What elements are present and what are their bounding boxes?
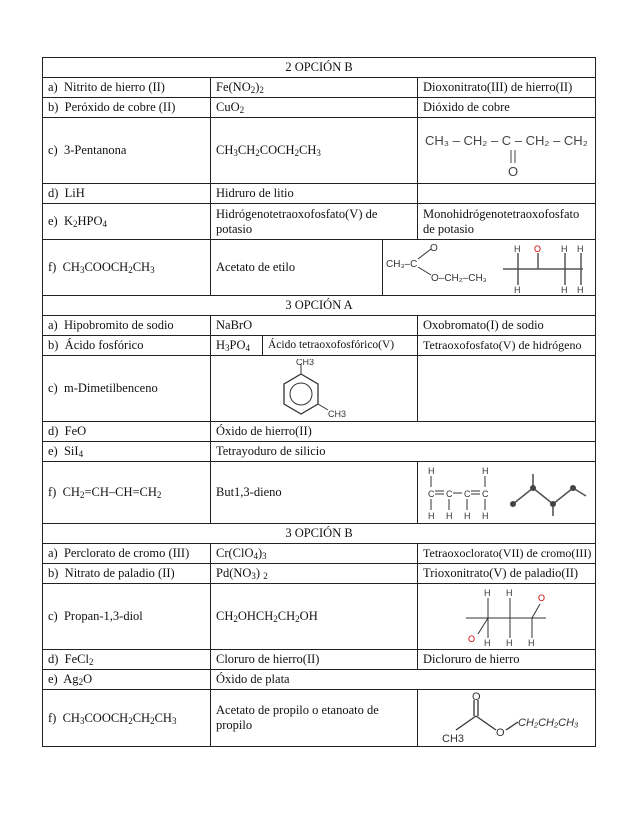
iupac-cell: Ácido tetraoxofosfórico(V) (263, 336, 418, 356)
svg-text:H: H (482, 465, 489, 476)
iupac-cell: Trioxonitrato(V) de paladio(II) (418, 564, 596, 584)
formula-cell: But1,3-dieno (211, 462, 418, 524)
name-cell: f) $CH_3COOCH_2CH_2CH_3$ (43, 690, 211, 747)
svg-text:CH₃–C: CH₃–C (386, 258, 418, 270)
formula-cell: $H_3PO_4$ (211, 336, 263, 356)
formula-cell: NaBrO (211, 316, 418, 336)
svg-text:O: O (534, 243, 542, 254)
formula-cell: Acetato de etilo (211, 240, 383, 296)
svg-text:H: H (428, 510, 435, 521)
formula-cell: Tetrayoduro de silicio (211, 442, 596, 462)
svg-text:CH3: CH3 (442, 733, 465, 745)
name-cell: d) FeO (43, 422, 211, 442)
name-cell: e) SiI$_4$ (43, 442, 211, 462)
table-row (43, 98, 596, 118)
table-row (43, 240, 596, 296)
propyl-acetate-structure (418, 690, 588, 746)
name-cell: b) Peróxido de cobre (II) (43, 98, 211, 118)
formula-cell: $Cr(ClO_4)_3$ (211, 544, 418, 564)
svg-text:O: O (496, 727, 505, 739)
svg-text:C: C (482, 488, 489, 499)
section-title: 3 OPCIÓN B (43, 524, 596, 544)
iupac-cell: Monohidrógenotetraoxofosfato de potasio (418, 204, 596, 240)
name-cell: c) 3-Pentanona (43, 118, 211, 184)
svg-text:C: C (428, 488, 435, 499)
svg-text:O: O (472, 691, 481, 703)
svg-text:C: C (464, 488, 471, 499)
iupac-cell: Dióxido de cobre (418, 98, 596, 118)
svg-text:O–CH₂–CH₃: O–CH₂–CH₃ (431, 272, 487, 284)
svg-text:O: O (430, 242, 438, 254)
name-cell: a) Nitrito de hierro (II) (43, 78, 211, 98)
section-title: 2 OPCIÓN B (43, 58, 596, 78)
table-row (43, 584, 596, 650)
svg-text:C: C (446, 488, 453, 499)
svg-text:H: H (482, 510, 489, 521)
svg-text:O: O (538, 592, 546, 603)
name-cell: d) FeCl$_2$ (43, 650, 211, 670)
svg-text:H: H (577, 243, 584, 254)
structure-cell (418, 462, 596, 524)
table-row (43, 422, 596, 442)
structure-cell (211, 356, 418, 422)
svg-text:H: H (577, 284, 584, 295)
propanediol-structure (458, 586, 578, 648)
formula-cell: Hidruro de litio (211, 184, 418, 204)
table-row (43, 690, 596, 747)
ethyl-acetate-structure (383, 241, 593, 295)
iupac-cell: Dioxonitrato(III) de hierro(II) (418, 78, 596, 98)
svg-text:H: H (561, 243, 568, 254)
svg-text:H: H (446, 510, 453, 521)
svg-text:CH₂CH₂CH₃: CH₂CH₂CH₃ (518, 717, 579, 729)
svg-text:H: H (506, 587, 513, 598)
name-cell: a) Hipobromito de sodio (43, 316, 211, 336)
svg-text:O: O (508, 163, 519, 179)
structure-cell (418, 118, 596, 184)
name-cell: a) Perclorato de cromo (III) (43, 544, 211, 564)
svg-text:H: H (514, 284, 521, 295)
formula-cell: Óxido de hierro(II) (211, 422, 596, 442)
table-row (43, 564, 596, 584)
structure-cell (418, 690, 596, 747)
structure-cell (383, 240, 596, 296)
svg-text:CH₃ – CH₂ – C – CH₂ – CH₂: CH₃ – CH₂ – C – CH₂ – CH₂ (425, 132, 588, 148)
table-row (43, 356, 596, 422)
formula-cell: $Pd(NO_3)$ $_2$ (211, 564, 418, 584)
formula-cell: $CH_2OHCH_2CH_2OH$ (211, 584, 418, 650)
name-cell: b) Ácido fosfórico (43, 336, 211, 356)
svg-text:H: H (514, 243, 521, 254)
empty-cell (418, 356, 596, 422)
name-cell: b) Nitrato de paladio (II) (43, 564, 211, 584)
name-cell: c) m-Dimetilbenceno (43, 356, 211, 422)
iupac-cell: Oxobromato(I) de sodio (418, 316, 596, 336)
formula-cell: CuO$_2$ (211, 98, 418, 118)
name-cell: e) $K_2HPO_4$ (43, 204, 211, 240)
pentanone-structure (423, 123, 588, 179)
svg-text:O: O (468, 633, 476, 644)
butadiene-structure (418, 464, 593, 522)
table-row (43, 650, 596, 670)
name-cell: c) Propan-1,3-diol (43, 584, 211, 650)
svg-text:H: H (484, 587, 491, 598)
name-cell: e) $Ag_2O$ (43, 670, 211, 690)
formula-cell: Acetato de propilo o etanoato de propilo (211, 690, 418, 747)
name-cell: f) $CH_2=CH-CH=CH_2$ (43, 462, 211, 524)
iupac2-cell: Tetraoxofosfato(V) de hidrógeno (418, 336, 596, 356)
svg-text:CH3: CH3 (296, 358, 315, 367)
name-cell: f) $CH_3COOCH_2CH_3$ (43, 240, 211, 296)
table-row (43, 462, 596, 524)
table-row (43, 118, 596, 184)
svg-text:H: H (464, 510, 471, 521)
iupac-cell: Tetraoxoclorato(VII) de cromo(III) (418, 544, 596, 564)
empty-cell (418, 184, 596, 204)
svg-text:H: H (506, 637, 513, 648)
table-row (43, 184, 596, 204)
dimethylbenzene-structure (256, 359, 366, 419)
svg-text:H: H (484, 637, 491, 648)
formula-cell: Hidrógenotetraoxofosfato(V) de potasio (211, 204, 418, 240)
table-row (43, 544, 596, 564)
name-cell: d) LiH (43, 184, 211, 204)
table-row (43, 316, 596, 336)
formula-cell: $Fe(NO_2)_2$ (211, 78, 418, 98)
table-row (43, 336, 596, 356)
svg-text:CH3: CH3 (328, 408, 347, 419)
table-row (43, 78, 596, 98)
structure-cell (418, 584, 596, 650)
section-title: 3 OPCIÓN A (43, 296, 596, 316)
formula-cell: $CH_3CH_2COCH_2CH_3$ (211, 118, 418, 184)
formula-cell: Óxido de plata (211, 670, 596, 690)
nomenclature-table (42, 57, 596, 747)
svg-text:H: H (528, 637, 535, 648)
table-row (43, 204, 596, 240)
svg-text:H: H (561, 284, 568, 295)
svg-text:H: H (428, 465, 435, 476)
table-row (43, 442, 596, 462)
formula-cell: Cloruro de hierro(II) (211, 650, 418, 670)
iupac-cell: Dicloruro de hierro (418, 650, 596, 670)
table-row (43, 670, 596, 690)
